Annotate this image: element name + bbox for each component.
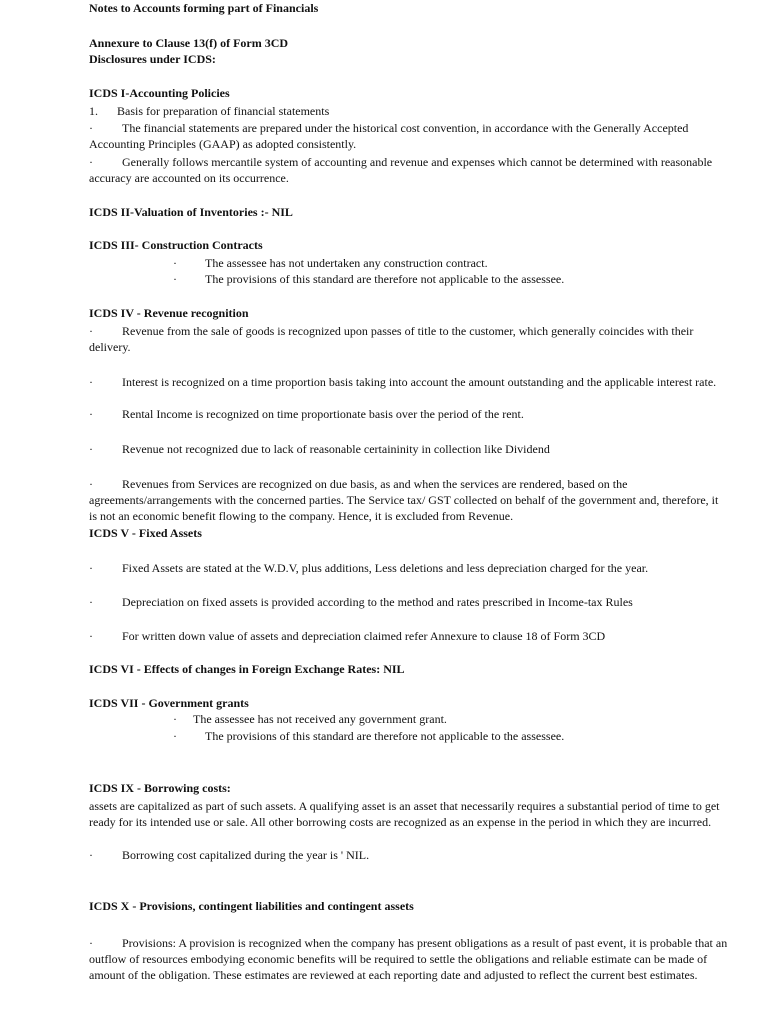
bullet-icon: · xyxy=(89,324,93,338)
icds4-para-1: Revenue from the sale of goods is recognized upon passes of title to the customer, which generally coincides with their delivery. xyxy=(89,324,694,354)
icds2-heading: ICDS II-Valuation of Inventories :- NIL xyxy=(89,205,293,219)
icds3-bullet-2: The provisions of this standard are therefore not applicable to the assessee. xyxy=(205,272,565,286)
icds5-para-3: For written down value of assets and depreciation claimed refer Annexure to clause 18 of Form 3CD xyxy=(122,629,606,643)
icds1-item-number: 1. xyxy=(89,104,98,118)
icds5-heading: ICDS V - Fixed Assets xyxy=(89,526,202,540)
icds6-heading: ICDS VI - Effects of changes in Foreign Exchange Rates: NIL xyxy=(89,662,405,676)
icds9-para-2: Borrowing cost capitalized during the year is ' NIL. xyxy=(122,848,370,862)
icds7-heading: ICDS VII - Government grants xyxy=(89,696,249,710)
icds4-para-4: Revenue not recognized due to lack of reasonable certaininity in collection like Dividend xyxy=(122,442,550,456)
icds4-heading: ICDS IV - Revenue recognition xyxy=(89,306,249,320)
icds5-para-2: Depreciation on fixed assets is provided according to the method and rates prescribed in Income-tax Rules xyxy=(122,595,633,609)
bullet-icon: · xyxy=(89,121,93,135)
icds7-bullet-2: The provisions of this standard are therefore not applicable to the assessee. xyxy=(205,729,565,743)
icds1-heading: ICDS I-Accounting Policies xyxy=(89,86,230,100)
icds5-para-1: Fixed Assets are stated at the W.D.V, plus additions, Less deletions and less depreciation charged for the year. xyxy=(122,561,649,575)
icds4-para-5: Revenues from Services are recognized on due basis, as and when the services are rendered, based on the agreements/arrangements with the concerned parties. The Service tax/ GST collected on behalf of the government and, therefore, it is not an economic benefit flowing to the company. Hence, it is excluded from Revenue. xyxy=(89,477,719,523)
icds1-para-1: The financial statements are prepared under the historical cost convention, in accordance with the Generally Accepted Accounting Principles (GAAP) as adopted consistently. xyxy=(89,121,689,151)
bullet-icon: · xyxy=(173,272,177,286)
bullet-icon: · xyxy=(173,712,177,726)
bullet-icon: · xyxy=(89,936,93,950)
icds1-para-2: Generally follows mercantile system of accounting and revenue and expenses which cannot be determined with reasonable accuracy are accounted on its occurrence. xyxy=(89,155,713,185)
icds9-heading: ICDS IX - Borrowing costs: xyxy=(89,781,231,795)
bullet-icon: · xyxy=(173,729,177,743)
icds1-item-text: Basis for preparation of financial statements xyxy=(117,104,330,118)
doc-title: Notes to Accounts forming part of Financials xyxy=(89,1,319,15)
icds9-para-1: assets are capitalized as part of such assets. A qualifying asset is an asset that necessarily requires a substantial period of time to get ready for its intended use or sale. All other borrowing costs are recognized as an expense in the period in which they are incurred. xyxy=(89,799,720,829)
bullet-icon: · xyxy=(89,629,93,643)
bullet-icon: · xyxy=(89,561,93,575)
bullet-icon: · xyxy=(89,848,93,862)
icds10-para-1: Provisions: A provision is recognized when the company has present obligations as a result of past event, it is probable that an outflow of resources embodying economic benefits will be required to settle the obligations and reliable estimate can be made of amount of the obligation. These estimates are reviewed at each reporting date and adjusted to reflect the current best estimates. xyxy=(89,936,728,982)
bullet-icon: · xyxy=(173,256,177,270)
bullet-icon: · xyxy=(89,477,93,491)
bullet-icon: · xyxy=(89,595,93,609)
icds4-para-2: Interest is recognized on a time proportion basis taking into account the amount outstanding and the applicable interest rate. xyxy=(122,375,717,389)
icds4-para-3: Rental Income is recognized on time proportionate basis over the period of the rent. xyxy=(122,407,524,421)
disclosures-heading: Disclosures under ICDS: xyxy=(89,52,216,66)
annexure-heading: Annexure to Clause 13(f) of Form 3CD xyxy=(89,36,289,50)
bullet-icon: · xyxy=(89,375,93,389)
bullet-icon: · xyxy=(89,155,93,169)
icds7-bullet-1: The assessee has not received any government grant. xyxy=(193,712,447,726)
bullet-icon: · xyxy=(89,442,93,456)
bullet-icon: · xyxy=(89,407,93,421)
icds10-heading: ICDS X - Provisions, contingent liabilities and contingent assets xyxy=(89,899,414,913)
icds3-bullet-1: The assessee has not undertaken any construction contract. xyxy=(205,256,488,270)
icds3-heading: ICDS III- Construction Contracts xyxy=(89,238,263,252)
